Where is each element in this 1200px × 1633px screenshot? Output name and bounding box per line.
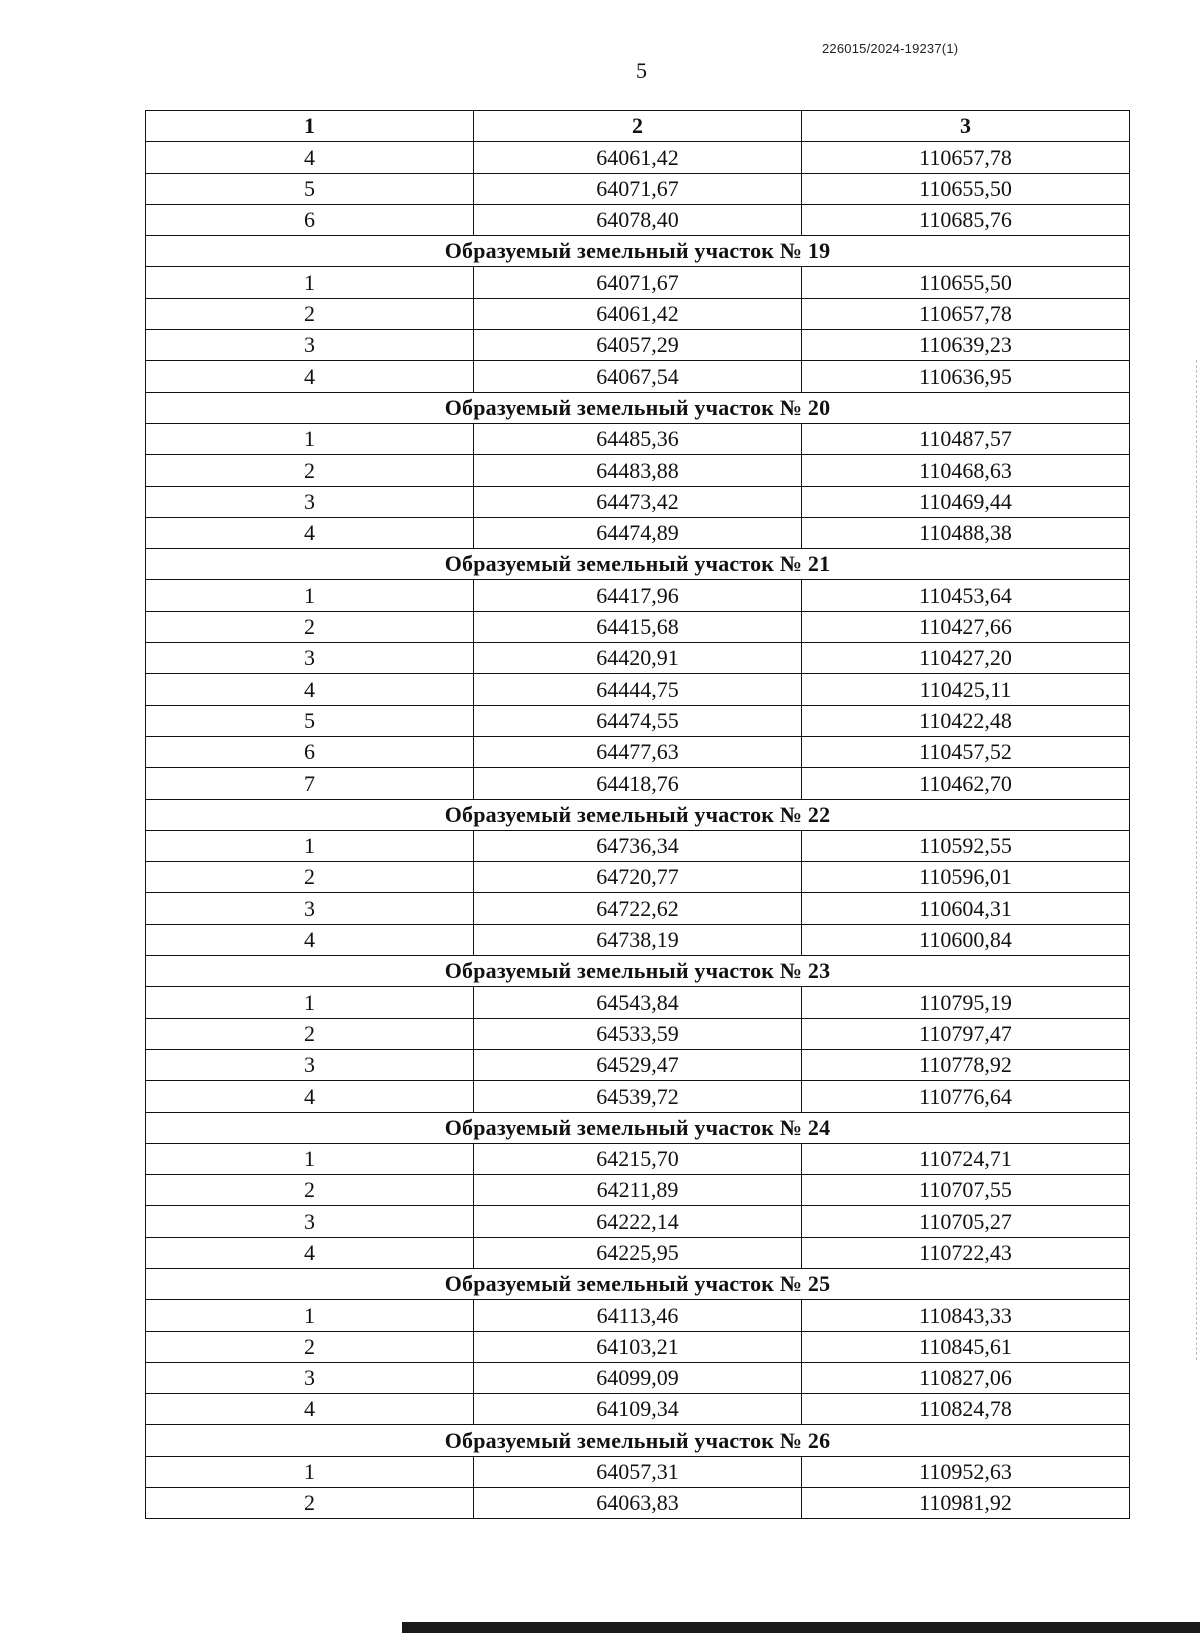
coordinate-y-cell: 110797,47 (802, 1018, 1130, 1049)
coordinate-y-cell: 110462,70 (802, 768, 1130, 799)
table-row (146, 768, 1130, 799)
coordinate-y-cell: 110457,52 (802, 736, 1130, 767)
point-number-cell: 3 (146, 1206, 474, 1237)
point-number-cell: 1 (146, 830, 474, 861)
coordinate-x-cell: 64071,67 (474, 173, 802, 204)
point-number-cell: 3 (146, 1049, 474, 1080)
table-row (146, 1362, 1130, 1393)
table-row (146, 1143, 1130, 1174)
point-number-cell: 2 (146, 611, 474, 642)
point-number-cell: 4 (146, 517, 474, 548)
point-number-cell: 1 (146, 580, 474, 611)
coordinate-y-cell: 110636,95 (802, 361, 1130, 392)
section-title: Образуемый земельный участок № 26 (146, 1425, 1130, 1456)
coordinate-x-cell: 64078,40 (474, 204, 802, 235)
coordinate-y-cell: 110427,20 (802, 643, 1130, 674)
coordinate-x-cell: 64418,76 (474, 768, 802, 799)
coordinate-y-cell: 110422,48 (802, 705, 1130, 736)
table-row (146, 423, 1130, 454)
table-row (146, 1394, 1130, 1425)
coordinate-x-cell: 64063,83 (474, 1488, 802, 1519)
table-row (146, 1237, 1130, 1268)
point-number-cell: 7 (146, 768, 474, 799)
section-title: Образуемый земельный участок № 23 (146, 956, 1130, 987)
coordinate-y-cell: 110776,64 (802, 1081, 1130, 1112)
coordinate-x-cell: 64722,62 (474, 893, 802, 924)
coordinate-y-cell: 110427,66 (802, 611, 1130, 642)
coordinate-y-cell: 110845,61 (802, 1331, 1130, 1362)
point-number-cell: 1 (146, 1300, 474, 1331)
coordinate-x-cell: 64533,59 (474, 1018, 802, 1049)
coordinate-x-cell: 64483,88 (474, 455, 802, 486)
table-row (146, 298, 1130, 329)
table-body (146, 142, 1130, 1519)
section-title: Образуемый земельный участок № 19 (146, 236, 1130, 267)
point-number-cell: 6 (146, 204, 474, 235)
coordinate-x-cell: 64113,46 (474, 1300, 802, 1331)
coordinate-x-cell: 64736,34 (474, 830, 802, 861)
table-row (146, 643, 1130, 674)
coordinate-y-cell: 110592,55 (802, 830, 1130, 861)
point-number-cell: 5 (146, 705, 474, 736)
table-row (146, 1049, 1130, 1080)
point-number-cell: 4 (146, 142, 474, 173)
coordinate-y-cell: 110724,71 (802, 1143, 1130, 1174)
point-number-cell: 5 (146, 173, 474, 204)
point-number-cell: 3 (146, 486, 474, 517)
point-number-cell: 3 (146, 893, 474, 924)
coordinate-y-cell: 110655,50 (802, 173, 1130, 204)
point-number-cell: 4 (146, 674, 474, 705)
coordinate-y-cell: 110604,31 (802, 893, 1130, 924)
point-number-cell: 3 (146, 330, 474, 361)
coordinate-y-cell: 110843,33 (802, 1300, 1130, 1331)
coordinate-y-cell: 110600,84 (802, 924, 1130, 955)
coordinate-x-cell: 64473,42 (474, 486, 802, 517)
point-number-cell: 3 (146, 1362, 474, 1393)
scan-bottom-bar (402, 1622, 1200, 1633)
table-row (146, 830, 1130, 861)
coordinate-x-cell: 64420,91 (474, 643, 802, 674)
point-number-cell: 2 (146, 298, 474, 329)
table-row (146, 1331, 1130, 1362)
coordinate-y-cell: 110707,55 (802, 1175, 1130, 1206)
coordinate-y-cell: 110425,11 (802, 674, 1130, 705)
scan-edge-line (1196, 360, 1198, 1360)
coordinate-x-cell: 64215,70 (474, 1143, 802, 1174)
table-row (146, 486, 1130, 517)
coordinate-x-cell: 64474,55 (474, 705, 802, 736)
table-row (146, 1488, 1130, 1519)
table-row (146, 987, 1130, 1018)
table-row (146, 580, 1130, 611)
coordinate-x-cell: 64474,89 (474, 517, 802, 548)
column-header-1: 1 (146, 111, 474, 142)
section-title: Образуемый земельный участок № 20 (146, 392, 1130, 423)
point-number-cell: 1 (146, 267, 474, 298)
point-number-cell: 1 (146, 1456, 474, 1487)
coordinate-x-cell: 64477,63 (474, 736, 802, 767)
coordinate-y-cell: 110722,43 (802, 1237, 1130, 1268)
point-number-cell: 2 (146, 1488, 474, 1519)
coordinate-y-cell: 110657,78 (802, 298, 1130, 329)
table-row (146, 173, 1130, 204)
point-number-cell: 4 (146, 1081, 474, 1112)
table-row (146, 736, 1130, 767)
coordinate-x-cell: 64417,96 (474, 580, 802, 611)
coordinate-y-cell: 110685,76 (802, 204, 1130, 235)
coordinate-x-cell: 64225,95 (474, 1237, 802, 1268)
coordinate-x-cell: 64720,77 (474, 862, 802, 893)
table-row (146, 142, 1130, 173)
coordinate-x-cell: 64211,89 (474, 1175, 802, 1206)
point-number-cell: 2 (146, 1018, 474, 1049)
point-number-cell: 2 (146, 862, 474, 893)
coordinate-x-cell: 64109,34 (474, 1394, 802, 1425)
coordinate-y-cell: 110657,78 (802, 142, 1130, 173)
coordinate-y-cell: 110824,78 (802, 1394, 1130, 1425)
point-number-cell: 1 (146, 987, 474, 1018)
point-number-cell: 4 (146, 361, 474, 392)
section-header-row (146, 1425, 1130, 1456)
coordinate-y-cell: 110655,50 (802, 267, 1130, 298)
section-title: Образуемый земельный участок № 24 (146, 1112, 1130, 1143)
coordinate-x-cell: 64057,29 (474, 330, 802, 361)
section-header-row (146, 799, 1130, 830)
coordinate-y-cell: 110827,06 (802, 1362, 1130, 1393)
table-row (146, 924, 1130, 955)
table-row (146, 517, 1130, 548)
coordinate-x-cell: 64485,36 (474, 423, 802, 454)
coordinate-y-cell: 110453,64 (802, 580, 1130, 611)
coordinate-y-cell: 110795,19 (802, 987, 1130, 1018)
table-row (146, 1300, 1130, 1331)
point-number-cell: 1 (146, 423, 474, 454)
section-header-row (146, 392, 1130, 423)
point-number-cell: 1 (146, 1143, 474, 1174)
section-header-row (146, 1268, 1130, 1299)
coordinate-y-cell: 110639,23 (802, 330, 1130, 361)
section-header-row (146, 236, 1130, 267)
coordinate-x-cell: 64071,67 (474, 267, 802, 298)
section-header-row (146, 1112, 1130, 1143)
coordinate-y-cell: 110778,92 (802, 1049, 1130, 1080)
coordinate-y-cell: 110596,01 (802, 862, 1130, 893)
coordinate-x-cell: 64067,54 (474, 361, 802, 392)
section-header-row (146, 956, 1130, 987)
column-header-2: 2 (474, 111, 802, 142)
coordinate-x-cell: 64539,72 (474, 1081, 802, 1112)
coordinate-y-cell: 110705,27 (802, 1206, 1130, 1237)
table-row (146, 1081, 1130, 1112)
table-row (146, 330, 1130, 361)
coordinate-x-cell: 64415,68 (474, 611, 802, 642)
coordinate-x-cell: 64057,31 (474, 1456, 802, 1487)
coordinates-table-container (145, 110, 1129, 1519)
coordinate-x-cell: 64061,42 (474, 142, 802, 173)
coordinate-x-cell: 64061,42 (474, 298, 802, 329)
section-title: Образуемый земельный участок № 22 (146, 799, 1130, 830)
table-row (146, 674, 1130, 705)
point-number-cell: 2 (146, 455, 474, 486)
coordinate-x-cell: 64099,09 (474, 1362, 802, 1393)
coordinate-x-cell: 64543,84 (474, 987, 802, 1018)
table-row (146, 862, 1130, 893)
table-row (146, 1175, 1130, 1206)
document-id: 226015/2024-19237(1) (822, 41, 959, 56)
table-row (146, 893, 1130, 924)
column-header-3: 3 (802, 111, 1130, 142)
coordinate-y-cell: 110468,63 (802, 455, 1130, 486)
table-row (146, 1018, 1130, 1049)
coordinate-x-cell: 64222,14 (474, 1206, 802, 1237)
table-row (146, 361, 1130, 392)
coordinate-x-cell: 64529,47 (474, 1049, 802, 1080)
point-number-cell: 4 (146, 924, 474, 955)
point-number-cell: 3 (146, 643, 474, 674)
coordinates-table (145, 110, 1130, 1519)
table-header-row (146, 111, 1130, 142)
table-row (146, 1456, 1130, 1487)
point-number-cell: 6 (146, 736, 474, 767)
page-number: 5 (636, 58, 647, 83)
coordinate-y-cell: 110488,38 (802, 517, 1130, 548)
point-number-cell: 4 (146, 1394, 474, 1425)
table-row (146, 455, 1130, 486)
coordinate-y-cell: 110469,44 (802, 486, 1130, 517)
coordinate-y-cell: 110487,57 (802, 423, 1130, 454)
coordinate-x-cell: 64103,21 (474, 1331, 802, 1362)
table-row (146, 1206, 1130, 1237)
point-number-cell: 4 (146, 1237, 474, 1268)
section-title: Образуемый земельный участок № 25 (146, 1268, 1130, 1299)
section-header-row (146, 549, 1130, 580)
table-row (146, 705, 1130, 736)
table-row (146, 204, 1130, 235)
coordinate-y-cell: 110952,63 (802, 1456, 1130, 1487)
coordinate-x-cell: 64738,19 (474, 924, 802, 955)
point-number-cell: 2 (146, 1175, 474, 1206)
point-number-cell: 2 (146, 1331, 474, 1362)
section-title: Образуемый земельный участок № 21 (146, 549, 1130, 580)
table-row (146, 267, 1130, 298)
table-row (146, 611, 1130, 642)
coordinate-y-cell: 110981,92 (802, 1488, 1130, 1519)
coordinate-x-cell: 64444,75 (474, 674, 802, 705)
